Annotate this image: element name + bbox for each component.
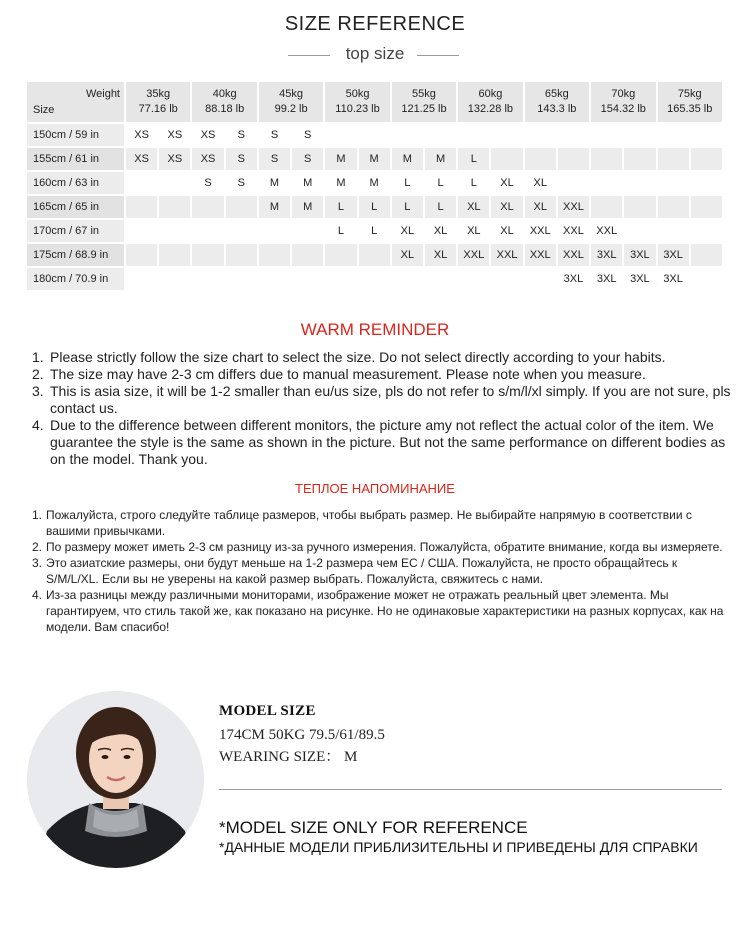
size-cell: XL <box>392 244 423 266</box>
weight-kg: 60kg <box>478 88 503 100</box>
reminder-item-text: Due to the difference between different monitors, the picture amy not reflect the actual color of the item. We guarantee the style is the same as shown in the picture. But not the same performance on different bodies as on the model. Thank you. <box>50 417 726 467</box>
weight-kg: 40kg <box>212 88 237 100</box>
size-cell <box>491 124 522 146</box>
table-row <box>27 172 722 194</box>
size-cell <box>425 124 456 146</box>
subtitle-row <box>0 44 750 66</box>
height-label: 150cm / 59 in <box>27 124 124 146</box>
size-cell: XL <box>491 196 522 218</box>
size-cell <box>525 268 556 290</box>
size-cell: L <box>392 196 423 218</box>
reminder-item <box>32 349 732 366</box>
reminder-item-number: 2. <box>32 366 44 382</box>
size-cell: XS <box>126 148 157 170</box>
size-cell <box>226 268 257 290</box>
reminder-item-text: Пожалуйста, строго следуйте таблице размеров, чтобы выбрать размер. Не выбирайте напрямую в соответствии с вашими привычками. <box>46 508 692 538</box>
table-row <box>27 124 722 146</box>
size-cell: M <box>425 148 456 170</box>
size-cell <box>126 220 157 242</box>
size-cell <box>159 172 190 194</box>
table-corner-cell <box>27 82 124 122</box>
size-cell <box>325 244 356 266</box>
reminder-item-text: По размеру может иметь 2-3 см разницу из-за ручного измерения. Пожалуйста, обратите внимание, когда вы измеряете. <box>46 540 723 554</box>
reminder-item <box>32 587 732 635</box>
size-cell: L <box>359 196 390 218</box>
size-cell: L <box>458 148 489 170</box>
weight-lb: 143.3 lb <box>537 103 577 115</box>
weight-lb: 88.18 lb <box>205 103 245 115</box>
size-cell <box>658 124 689 146</box>
size-cell <box>691 148 722 170</box>
size-cell: M <box>259 172 290 194</box>
size-cell <box>691 220 722 242</box>
size-cell: M <box>292 196 323 218</box>
reminder-item <box>32 383 732 417</box>
size-label: Size <box>33 104 55 116</box>
height-label: 160cm / 63 in <box>27 172 124 194</box>
model-note-en: *MODEL SIZE ONLY FOR REFERENCE <box>219 818 528 837</box>
size-cell <box>126 172 157 194</box>
size-cell <box>591 124 622 146</box>
size-cell: L <box>458 172 489 194</box>
size-cell: S <box>226 148 257 170</box>
size-cell <box>691 244 722 266</box>
reminder-item-number: 1. <box>32 349 44 365</box>
size-cell: 3XL <box>591 244 622 266</box>
size-cell: S <box>259 148 290 170</box>
size-cell <box>359 268 390 290</box>
size-cell: S <box>192 172 223 194</box>
size-cell: M <box>359 172 390 194</box>
size-cell: XXL <box>591 220 622 242</box>
size-cell <box>392 124 423 146</box>
weight-kg: 65kg <box>544 88 569 100</box>
size-cell <box>159 220 190 242</box>
weight-kg: 75kg <box>677 88 702 100</box>
size-cell <box>159 196 190 218</box>
height-label: 170cm / 67 in <box>27 220 124 242</box>
height-label: 180cm / 70.9 in <box>27 268 124 290</box>
reminder-item-number: 3. <box>32 383 44 399</box>
size-cell: M <box>359 148 390 170</box>
weight-column-header <box>591 82 655 122</box>
size-cell <box>259 244 290 266</box>
size-cell <box>591 196 622 218</box>
size-cell: XL <box>525 172 556 194</box>
reminder-item <box>32 507 732 539</box>
size-cell <box>392 268 423 290</box>
size-cell: M <box>325 172 356 194</box>
size-cell <box>558 148 589 170</box>
size-cell <box>292 268 323 290</box>
weight-label: Weight <box>85 88 120 100</box>
size-cell <box>126 196 157 218</box>
page-title: SIZE REFERENCE <box>284 13 466 35</box>
table-row <box>27 268 722 290</box>
size-cell <box>691 124 722 146</box>
size-cell: XS <box>192 124 223 146</box>
reminder-item-number: 4. <box>32 417 44 433</box>
warm-reminder-ru-title: ТЕПЛОЕ НАПОМИНАНИЕ <box>295 481 455 496</box>
size-cell <box>624 220 655 242</box>
size-cell: S <box>259 124 290 146</box>
size-cell <box>658 172 689 194</box>
table-row <box>27 196 722 218</box>
size-cell <box>624 196 655 218</box>
weight-column-header <box>525 82 589 122</box>
size-cell: XL <box>425 244 456 266</box>
table-row <box>27 244 722 266</box>
size-cell: 3XL <box>558 268 589 290</box>
size-cell <box>192 196 223 218</box>
size-cell <box>591 172 622 194</box>
size-cell: S <box>226 172 257 194</box>
size-cell <box>126 268 157 290</box>
model-stats: 174CM 50KG 79.5/61/89.5 <box>219 727 385 743</box>
weight-lb: 77.16 lb <box>138 103 178 115</box>
size-cell: S <box>226 124 257 146</box>
model-note-ru: *ДАННЫЕ МОДЕЛИ ПРИБЛИЗИТЕЛЬНЫ И ПРИВЕДЕНЫ ДЛЯ СПРАВКИ <box>219 839 698 855</box>
table-row <box>27 220 722 242</box>
model-photo <box>27 691 204 868</box>
weight-column-header <box>392 82 456 122</box>
weight-lb: 132.28 lb <box>467 103 514 115</box>
weight-column-header <box>259 82 323 122</box>
size-cell <box>192 268 223 290</box>
size-cell: XXL <box>525 220 556 242</box>
size-cell <box>226 196 257 218</box>
reminder-item-text: Please strictly follow the size chart to select the size. Do not select directly according to your habits. <box>50 349 666 365</box>
size-cell: L <box>425 196 456 218</box>
weight-kg: 35kg <box>146 88 171 100</box>
size-cell: L <box>325 196 356 218</box>
size-cell <box>691 196 722 218</box>
weight-kg: 45kg <box>279 88 304 100</box>
size-cell <box>558 124 589 146</box>
size-cell: XS <box>192 148 223 170</box>
size-cell: M <box>292 172 323 194</box>
size-cell <box>624 124 655 146</box>
size-cell <box>259 268 290 290</box>
size-cell <box>591 148 622 170</box>
size-cell <box>159 268 190 290</box>
size-cell: XS <box>126 124 157 146</box>
size-cell <box>292 244 323 266</box>
size-cell <box>425 268 456 290</box>
weight-lb: 110.23 lb <box>335 103 380 115</box>
size-cell: 3XL <box>624 244 655 266</box>
size-cell: XXL <box>491 244 522 266</box>
size-cell <box>691 268 722 290</box>
size-cell <box>458 124 489 146</box>
weight-kg: 50kg <box>345 88 370 100</box>
height-label: 175cm / 68.9 in <box>27 244 124 266</box>
size-cell: 3XL <box>658 268 689 290</box>
weight-lb: 121.25 lb <box>401 103 447 115</box>
size-cell <box>292 220 323 242</box>
reminder-item <box>32 555 732 587</box>
size-cell <box>226 220 257 242</box>
size-cell <box>658 220 689 242</box>
size-cell <box>491 268 522 290</box>
size-cell: 3XL <box>591 268 622 290</box>
weight-column-header <box>126 82 190 122</box>
size-cell: XL <box>491 220 522 242</box>
size-cell <box>624 172 655 194</box>
size-cell: M <box>259 196 290 218</box>
size-cell: XXL <box>525 244 556 266</box>
size-cell <box>126 244 157 266</box>
size-cell: XL <box>392 220 423 242</box>
warm-reminder-ru-list <box>32 507 732 635</box>
size-cell <box>192 244 223 266</box>
size-cell <box>558 172 589 194</box>
reminder-item-text: The size may have 2-3 cm differs due to manual measurement. Please note when you measure. <box>50 366 646 382</box>
reminder-item <box>32 366 732 383</box>
model-wearing-size: WEARING SIZE： M <box>219 749 358 765</box>
weight-kg: 55kg <box>412 88 436 100</box>
size-cell: XL <box>458 196 489 218</box>
reminder-item-text: Это азиатские размеры, они будут меньше на 1-2 размера чем ЕС / США. Пожалуйста, не просто обращайтесь к S/M/L/XL. Если вы не уверены на какой размер выбрать. Пожалуйста, свяжитесь с нами. <box>46 556 678 586</box>
height-label: 165cm / 65 in <box>27 196 124 218</box>
reminder-item <box>32 539 732 555</box>
size-cell: XS <box>159 148 190 170</box>
size-cell: XXL <box>458 244 489 266</box>
weight-lb: 154.32 lb <box>600 103 646 115</box>
weight-kg: 70kg <box>611 88 636 100</box>
size-cell <box>325 268 356 290</box>
size-cell <box>259 220 290 242</box>
subtitle-divider-right <box>417 55 459 56</box>
size-cell: 3XL <box>658 244 689 266</box>
weight-column-header <box>325 82 389 122</box>
size-cell: XXL <box>558 196 589 218</box>
size-cell: L <box>392 172 423 194</box>
size-cell <box>192 220 223 242</box>
size-cell: XS <box>159 124 190 146</box>
size-cell <box>359 244 390 266</box>
table-row <box>27 148 722 170</box>
size-chart-table <box>25 80 724 292</box>
model-size-title: MODEL SIZE <box>219 703 316 719</box>
weight-lb: 99.2 lb <box>274 103 308 115</box>
size-cell: M <box>325 148 356 170</box>
size-cell: L <box>425 172 456 194</box>
size-cell: L <box>325 220 356 242</box>
table-header-row <box>27 82 722 122</box>
reminder-item-number: 4. <box>32 588 43 602</box>
reminder-item-number: 3. <box>32 556 43 570</box>
weight-lb: 165.35 lb <box>667 103 713 115</box>
size-cell: S <box>292 124 323 146</box>
size-cell <box>525 124 556 146</box>
warm-reminder-list <box>32 349 732 468</box>
size-cell: XXL <box>558 244 589 266</box>
warm-reminder-title: WARM REMINDER <box>300 320 450 339</box>
size-cell <box>658 148 689 170</box>
size-cell: XL <box>491 172 522 194</box>
reminder-item-number: 2. <box>32 540 43 554</box>
reminder-item <box>32 417 732 468</box>
weight-column-header <box>658 82 723 122</box>
size-cell <box>226 244 257 266</box>
subtitle: top size <box>345 44 405 63</box>
size-cell: M <box>392 148 423 170</box>
height-label: 155cm / 61 in <box>27 148 124 170</box>
size-cell <box>624 148 655 170</box>
size-cell: XXL <box>558 220 589 242</box>
reminder-item-number: 1. <box>32 508 43 522</box>
size-cell: XL <box>525 196 556 218</box>
size-cell <box>325 124 356 146</box>
weight-column-header <box>192 82 256 122</box>
reminder-item-text: This is asia size, it will be 1-2 smaller than eu/us size, pls do not refer to s/m/l/xl simply. If you are not sure, pls contact us. <box>50 383 731 416</box>
size-cell <box>359 124 390 146</box>
size-cell: 3XL <box>624 268 655 290</box>
size-cell: XL <box>425 220 456 242</box>
size-cell: L <box>359 220 390 242</box>
size-cell <box>458 268 489 290</box>
size-cell <box>525 148 556 170</box>
size-cell: XL <box>458 220 489 242</box>
size-cell <box>658 196 689 218</box>
weight-column-header <box>458 82 522 122</box>
size-cell: S <box>292 148 323 170</box>
size-cell <box>491 148 522 170</box>
reminder-item-text: Из-за разницы между различными мониторами, изображение может не отражать реальный цвет элемента. Мы гарантируем, что стиль такой же, как показано на рисунке. Но не одинаковые характеристики на разных корпусах, как на модели. Вам спасибо! <box>46 588 724 634</box>
size-cell <box>159 244 190 266</box>
size-cell <box>691 172 722 194</box>
model-divider <box>219 789 722 790</box>
